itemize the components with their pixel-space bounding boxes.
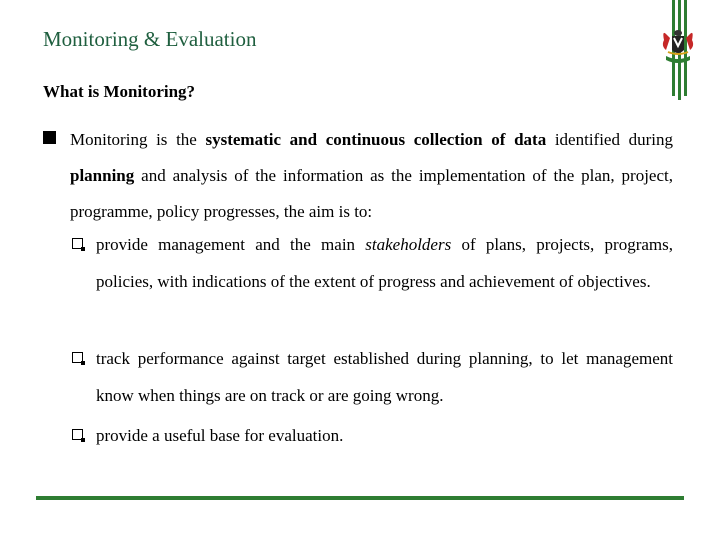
coat-of-arms-icon xyxy=(658,26,698,66)
checkbox-bullet-icon xyxy=(72,352,83,363)
bullet-text-part: Monitoring is the xyxy=(70,130,206,149)
checkbox-bullet-icon xyxy=(72,238,83,249)
bullet-text-emphasis: systematic and continuous collection of data xyxy=(205,130,547,149)
main-bullet-point xyxy=(43,122,673,230)
sub-item-text: provide management and the main xyxy=(96,235,366,254)
footer-divider xyxy=(36,496,684,500)
sub-item-emphasis: stakeholders xyxy=(365,235,452,254)
bullet-text-part: identified during xyxy=(546,130,673,149)
list-item xyxy=(70,417,673,454)
sub-item-text: track performance against target established during planning, to let management know when things are on track or are going wrong. xyxy=(96,349,673,405)
bullet-text-part: and analysis of the information as the implementation of the plan, project, programme, policy progresses, the aim is to: xyxy=(70,166,673,221)
section-heading: What is Monitoring? xyxy=(43,82,196,101)
list-item xyxy=(70,340,673,414)
list-item xyxy=(70,226,673,300)
square-bullet-icon xyxy=(43,131,56,144)
main-bullet-text xyxy=(70,122,673,230)
bullet-text-emphasis: planning xyxy=(70,166,135,185)
sub-bullet-list xyxy=(70,340,673,414)
sub-item-text: provide a useful base for evaluation. xyxy=(96,426,344,445)
sub-item-text: of plans, projects, programs, policies, with indications of the extent of progress and achievement of objectives. xyxy=(96,235,673,291)
sub-bullet-list xyxy=(70,226,673,300)
slide-title: Monitoring & Evaluation xyxy=(43,27,257,51)
sub-bullet-list xyxy=(70,417,673,454)
checkbox-bullet-icon xyxy=(72,429,83,440)
